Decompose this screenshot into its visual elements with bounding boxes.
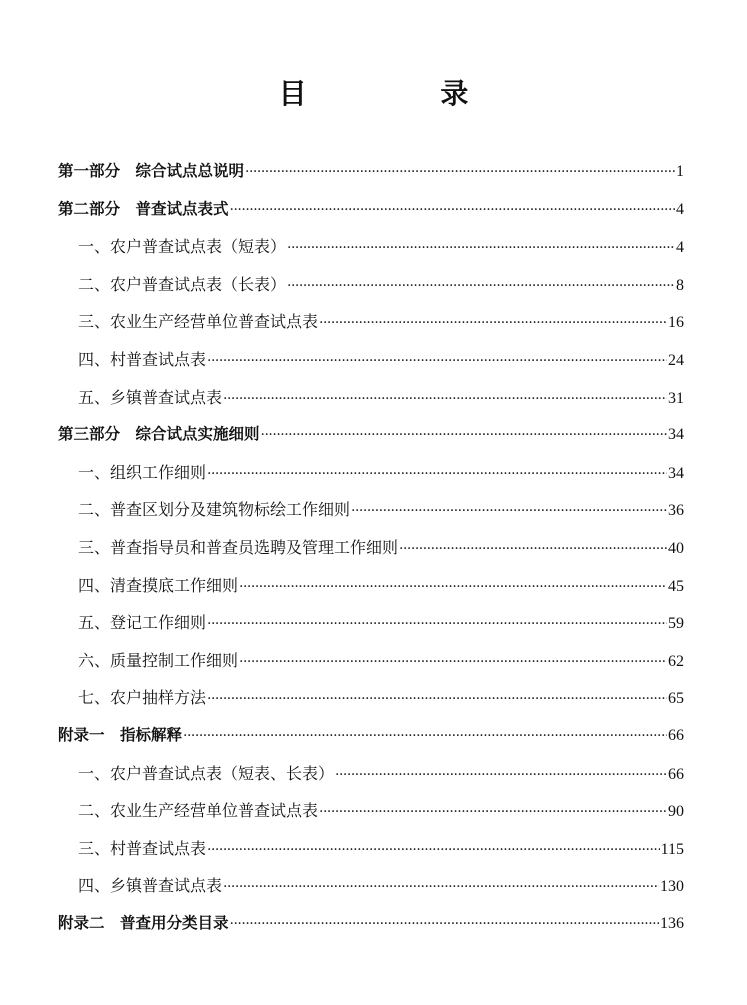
toc-leader-dots <box>207 832 660 870</box>
toc-entry-label: 附录二 普查用分类目录 <box>58 913 229 932</box>
toc-leader-dots <box>319 794 667 832</box>
toc-entry-label: 一、组织工作细则 <box>78 462 207 482</box>
toc-section-entry[interactable] <box>58 830 684 868</box>
toc-page-number: 34 <box>668 464 684 482</box>
toc-leader-dots <box>399 531 667 569</box>
toc-section-entry[interactable] <box>58 228 684 266</box>
toc-entry-label: 五、乡镇普查试点表 <box>78 387 223 407</box>
toc-part-entry[interactable] <box>58 191 684 229</box>
toc-section-entry[interactable] <box>58 303 684 341</box>
toc-section-entry[interactable] <box>58 679 684 717</box>
toc-page-number: 24 <box>668 351 684 369</box>
toc-section-entry[interactable] <box>58 341 684 379</box>
toc-section-entry[interactable] <box>58 867 684 905</box>
toc-leader-dots <box>335 757 667 795</box>
toc-page-number: 66 <box>668 726 684 744</box>
toc-leader-dots <box>207 681 667 719</box>
toc-entry-label: 四、乡镇普查试点表 <box>78 876 223 896</box>
toc-leader-dots <box>230 192 675 230</box>
toc-entry-label: 附录一 指标解释 <box>58 725 183 744</box>
toc-entry-label: 一、农户普查试点表（短表、长表） <box>78 763 335 783</box>
toc-page-number: 4 <box>676 200 684 218</box>
toc-entry-label: 第二部分 普查试点表式 <box>58 199 229 218</box>
toc-part-entry[interactable] <box>58 416 684 454</box>
toc-part-entry[interactable] <box>58 905 684 943</box>
toc-page-number: 136 <box>660 914 684 932</box>
toc-leader-dots <box>223 381 667 419</box>
toc-entry-label: 四、村普查试点表 <box>78 349 207 369</box>
page-title: 目 录 <box>278 77 531 110</box>
toc-leader-dots <box>239 644 667 682</box>
toc-leader-dots <box>351 493 667 531</box>
toc-leader-dots <box>245 154 675 192</box>
toc-leader-dots <box>287 268 675 306</box>
toc-entry-label: 三、普查指导员和普查员选聘及管理工作细则 <box>78 537 399 557</box>
toc-section-entry[interactable] <box>58 755 684 793</box>
toc-page-number: 1 <box>676 163 684 180</box>
toc-leader-dots <box>183 718 667 756</box>
toc-leader-dots <box>207 343 667 381</box>
toc-entry-label: 四、清查摸底工作细则 <box>78 575 239 595</box>
toc-section-entry[interactable] <box>58 266 684 304</box>
toc-entry-label: 六、质量控制工作细则 <box>78 650 239 670</box>
toc-leader-dots <box>230 906 659 944</box>
toc-page-number: 90 <box>668 803 684 821</box>
toc-section-entry[interactable] <box>58 604 684 642</box>
toc-page-number: 40 <box>668 539 684 557</box>
toc-entry-label: 一、农户普查试点表（短表） <box>78 237 287 257</box>
toc-page-number: 62 <box>668 652 684 670</box>
toc-page-number: 59 <box>668 615 684 633</box>
toc-page-number: 66 <box>668 765 684 783</box>
toc-page-number: 65 <box>668 690 684 708</box>
toc-entry-label: 五、登记工作细则 <box>78 613 207 633</box>
toc-entry-label: 七、农户抽样方法 <box>78 688 207 708</box>
toc-entry-label: 第三部分 综合试点实施细则 <box>58 425 260 444</box>
toc-leader-dots <box>207 606 667 644</box>
toc-leader-dots <box>239 569 667 607</box>
toc-entry-label: 二、农户普查试点表（长表） <box>78 274 287 294</box>
toc-page-number: 16 <box>668 314 684 332</box>
toc-leader-dots <box>207 456 667 494</box>
toc-section-entry[interactable] <box>58 642 684 680</box>
toc-leader-dots <box>223 869 659 907</box>
toc-page-number: 36 <box>668 502 684 520</box>
toc-entry-label: 二、农业生产经营单位普查试点表 <box>78 801 319 821</box>
toc-page-number: 34 <box>668 426 684 444</box>
toc-entry-label: 二、普查区划分及建筑物标绘工作细则 <box>78 500 351 520</box>
toc-entry-label: 三、村普查试点表 <box>78 838 207 858</box>
toc-part-entry[interactable] <box>58 153 684 191</box>
toc-section-entry[interactable] <box>58 491 684 529</box>
toc-section-entry[interactable] <box>58 454 684 492</box>
toc-leader-dots <box>319 305 667 343</box>
toc-entry-label: 三、农业生产经营单位普查试点表 <box>78 312 319 332</box>
toc-part-entry[interactable] <box>58 717 684 755</box>
toc-leader-dots <box>261 417 667 455</box>
toc-section-entry[interactable] <box>58 529 684 567</box>
toc-section-entry[interactable] <box>58 567 684 605</box>
toc-section-entry[interactable] <box>58 379 684 417</box>
toc-page-number: 31 <box>668 389 684 407</box>
toc-page-number: 8 <box>676 276 684 294</box>
toc-page-number: 115 <box>660 840 684 858</box>
toc-section-entry[interactable] <box>58 792 684 830</box>
toc-page-number: 4 <box>676 239 684 257</box>
toc-entry-label: 第一部分 综合试点总说明 <box>58 162 245 180</box>
toc-page-number: 45 <box>668 577 684 595</box>
table-of-contents <box>58 153 684 942</box>
toc-page-number: 130 <box>660 878 684 896</box>
toc-leader-dots <box>287 230 675 268</box>
